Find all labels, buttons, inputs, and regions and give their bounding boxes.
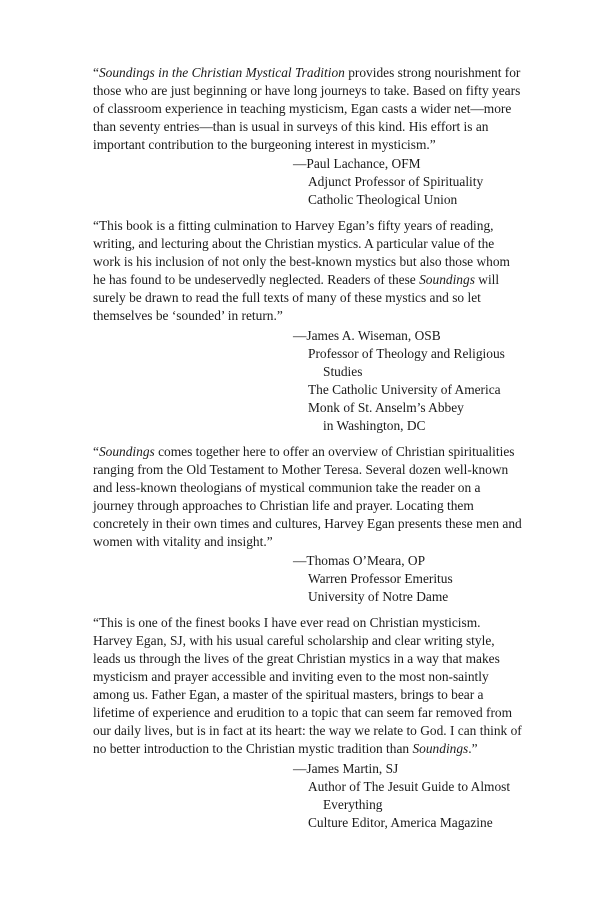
- endorser-title: Everything: [323, 797, 383, 812]
- endorsement-quote: “This is one of the finest books I have ever read on Christian mysticism. Harvey Egan, SJ, with his usual careful scholarship and clear writing style, leads us through the lives of the great Christian mystics in a way that makes mysticism and prayer accessible and inviting even to the most non-saintly among us. Father Egan, a master of the spiritual masters, brings to bear a lifetime of experience and erudition to a topic that can seem far removed from our daily lives, but is in fact at its heart: the way we relate to God. I can think of no better introduction to the Christian mystic tradition than Soundings.”: [93, 615, 522, 756]
- endorser-title: Professor of Theology and Religious: [308, 346, 505, 361]
- endorsement-2: [93, 217, 523, 325]
- endorser-title: The Catholic University of America: [308, 382, 501, 397]
- endorsement-3: [93, 443, 523, 551]
- endorsement-4: [93, 614, 523, 758]
- endorser-title: Adjunct Professor of Spirituality: [308, 174, 484, 189]
- endorsement-2-attribution: [293, 327, 505, 435]
- endorsement-3-attribution: [293, 552, 453, 606]
- endorser-title: Monk of St. Anselm’s Abbey: [308, 400, 464, 415]
- endorsement-quote: “This book is a fitting culmination to Harvey Egan’s fifty years of reading, writing, and lecturing about the Christian mystics. A particular value of the work is his inclusion of not only the best-known mystics but also those whom he has found to be undeservedly neglected. Readers of these Soundings will surely be drawn to read the full texts of many of these mystics and so let themselves be ‘sounded’ in return.”: [93, 218, 510, 323]
- endorser-title: Studies: [323, 364, 363, 379]
- endorser-title: Culture Editor, America Magazine: [308, 815, 493, 830]
- endorser-title: [293, 778, 510, 796]
- endorser-title: Warren Professor Emeritus: [308, 571, 453, 586]
- endorsement-quote: “Soundings in the Christian Mystical Tradition provides strong nourishment for those who are just beginning or have long journeys to take. Based on fifty years of classroom experience in teaching mysticism, Egan casts a wider net—more than seventy entries—than is usual in surveys of this kind. His effort is an important contribution to the burgeoning interest in mysticism.”: [93, 65, 521, 152]
- endorser-title-text: Author of The Jesuit Guide to Almost: [308, 779, 511, 794]
- endorser-name: —James A. Wiseman, OSB: [293, 328, 441, 343]
- endorsement-4-attribution: [293, 760, 510, 832]
- endorser-title: in Washington, DC: [323, 418, 426, 433]
- endorser-name: —Paul Lachance, OFM: [293, 156, 421, 171]
- endorser-name: —Thomas O’Meara, OP: [293, 553, 426, 568]
- endorser-title: University of Notre Dame: [308, 589, 449, 604]
- endorsement-quote: “Soundings comes together here to offer an overview of Christian spiritualities ranging from the Old Testament to Mother Teresa. Several dozen well-known and less-known theologians of mystical communion take the reader on a journey through approaches to Christian life and prayer. Locating them concretely in their own times and cultures, Harvey Egan presents these men and women with vitality and insight.”: [93, 444, 522, 549]
- endorser-name: —James Martin, SJ: [293, 761, 399, 776]
- endorsement-1: [93, 64, 523, 154]
- endorser-title: Catholic Theological Union: [308, 192, 458, 207]
- endorsement-1-attribution: [293, 155, 483, 209]
